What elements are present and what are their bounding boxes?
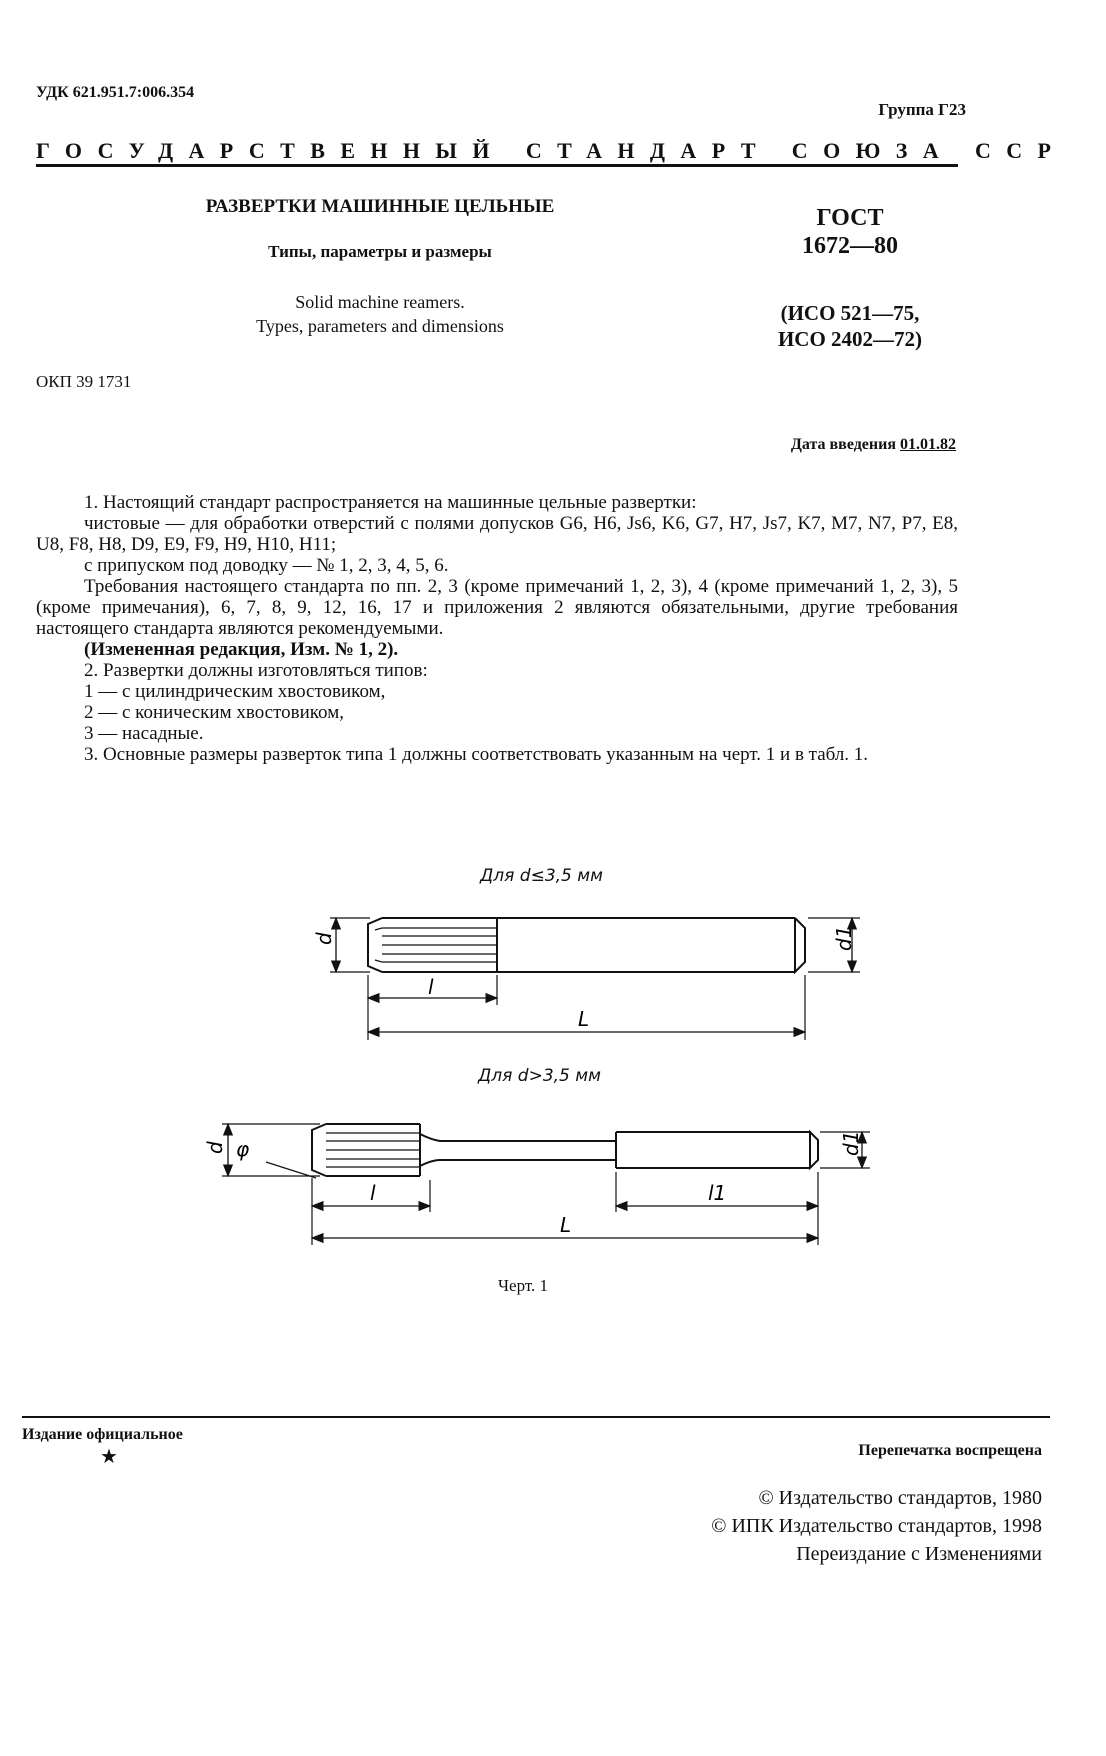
gost-label: ГОСТ — [816, 205, 884, 231]
label-d-large: d — [203, 1141, 227, 1154]
type-1: 1 — с цилиндрическим хвостовиком, — [84, 681, 386, 702]
state-standard-heading: ГОСУДАРСТВЕННЫЙ СТАНДАРТ СОЮЗА ССР — [36, 138, 1067, 163]
footer-rule — [22, 1416, 1050, 1418]
label-L-large: L — [560, 1213, 572, 1237]
type-2: 2 — с коническим хвостовиком, — [84, 702, 344, 723]
copyright-1980: © Издательство стандартов, 1980 — [758, 1487, 1042, 1509]
clause-1-lapping: с припуском под доводку — № 1, 2, 3, 4, 5, 6. — [84, 555, 449, 576]
document-title: РАЗВЕРТКИ МАШИННЫЕ ЦЕЛЬНЫЕ — [205, 196, 555, 217]
udk-code: УДК 621.951.7:006.354 — [36, 84, 195, 101]
label-d1-small: d1 — [832, 925, 856, 951]
date-label: Дата введения — [790, 436, 896, 453]
type-3: 3 — насадные. — [84, 723, 204, 744]
iso-line1: (ИСО 521—75, — [780, 301, 920, 325]
clause-1: 1. Настоящий стандарт распространяется на машинные цельные развертки: — [84, 492, 697, 513]
reissue-note: Переиздание с Изменениями — [796, 1543, 1042, 1565]
label-l-small: l — [428, 975, 434, 999]
amendment-note: (Измененная редакция, Изм. № 1, 2). — [84, 639, 399, 660]
english-title-line2: Types, parameters and dimensions — [256, 316, 504, 336]
copyright-1998: © ИПК Издательство стандартов, 1998 — [711, 1515, 1042, 1537]
clause-3: 3. Основные размеры разверток типа 1 должны соответствовать указанным на черт. 1 и в табл. 1. — [84, 744, 869, 765]
figure-caption: Черт. 1 — [498, 1276, 549, 1295]
date-value: 01.01.82 — [900, 436, 956, 453]
label-l1-large: l1 — [708, 1181, 727, 1205]
clause-2: 2. Развертки должны изготовляться типов: — [84, 660, 428, 681]
okp-code: ОКП 39 1731 — [36, 372, 132, 391]
caption-large-diameter: Для d>3,5 мм — [478, 1066, 601, 1086]
caption-small-diameter: Для d≤3,5 мм — [480, 866, 603, 886]
star-mark: ★ — [100, 1446, 118, 1468]
label-phi: φ — [236, 1137, 250, 1161]
label-L-small: L — [578, 1007, 590, 1031]
group-code: Группа Г23 — [878, 100, 966, 119]
gost-number: 1672—80 — [802, 233, 898, 259]
copyright-block — [442, 1484, 1042, 1568]
clause-1-requirements: Требования настоящего стандарта по пп. 2, 3 (кроме примечаний 1, 2, 3), 4 (кроме примечаний 1, 2, 3), 5 (кроме примечания), 6, 7, 8, 9, 12, 16, 17 и приложения 2 являются обязательными, другие требования настоящего стандарта являются рекомендуемыми. — [36, 576, 958, 639]
iso-line2: ИСО 2402—72) — [777, 327, 923, 351]
official-edition: Издание официальное — [22, 1426, 183, 1443]
reamer-large — [222, 1124, 870, 1245]
label-l-large: l — [370, 1181, 376, 1205]
clause-1-finishing: чистовые — для обработки отверстий с полями допусков G6, H6, Js6, K6, G7, H7, Js7, K7, M7, N7, P7, E8, U8, F8, H8, D9, E9, F9, H9, H10, H11; — [36, 513, 958, 555]
document-subtitle: Типы, параметры и размеры — [268, 242, 492, 261]
label-d1-large: d1 — [839, 1130, 863, 1156]
label-d-small: d — [312, 932, 336, 945]
reprint-prohibited: Перепечатка воспрещена — [858, 1442, 1042, 1459]
english-title-line1: Solid machine reamers. — [295, 292, 465, 312]
reamer-small — [330, 918, 860, 1040]
